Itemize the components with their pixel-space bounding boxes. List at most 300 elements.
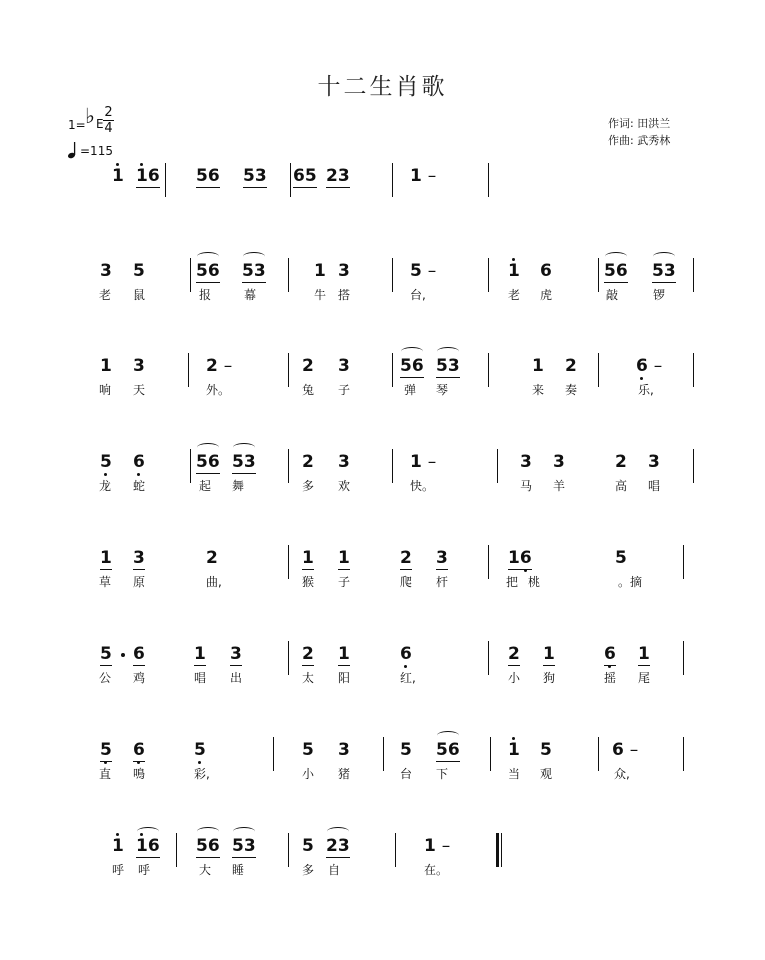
score-token (196, 452, 220, 472)
note-digit: 3 (338, 261, 350, 281)
score-token (436, 548, 448, 568)
note-digit: 5 (196, 166, 208, 186)
barline (392, 163, 393, 197)
note-digit: 3 (243, 452, 256, 472)
note-digit: 6 (540, 261, 552, 281)
score-token (196, 166, 220, 186)
lyric-syllable: 子 (338, 575, 351, 589)
tied-beamed-group (232, 452, 256, 472)
beamed-group (508, 548, 532, 568)
score-token (508, 740, 520, 760)
key-name: E (96, 117, 104, 131)
score-token (326, 836, 350, 856)
beamed-group (194, 644, 206, 664)
note-digit: 3 (447, 356, 460, 376)
note-digit: 2 (206, 548, 218, 568)
note-digit: 2 (302, 356, 314, 376)
score-token (230, 644, 242, 664)
barline (501, 833, 502, 867)
note-digit: 6 (400, 644, 412, 664)
score-token (243, 166, 267, 186)
note-digit: 2 (400, 548, 412, 568)
note-digit: 1 (532, 356, 544, 376)
lyric-syllable: 乐, (638, 383, 654, 397)
lyric-syllable: 琴 (436, 383, 449, 397)
note-digit: 6 (207, 166, 220, 186)
note-digit: 3 (337, 836, 350, 856)
note-digit: 5 (304, 166, 317, 186)
note-digit: 6 (207, 261, 220, 281)
lyric-syllable: 虎 (540, 288, 553, 302)
lyric-syllable: 太 (302, 671, 315, 685)
note-digit: 3 (253, 261, 266, 281)
note-digit: 5 (232, 836, 244, 856)
note-digit: 3 (133, 548, 145, 568)
lyric-syllable: 阳 (338, 671, 351, 685)
lyric-syllable: 当 (508, 767, 521, 781)
tied-beamed-group (242, 261, 266, 281)
score-token (648, 452, 660, 472)
score-token (612, 740, 638, 760)
barline (598, 353, 599, 387)
score-token (194, 644, 206, 664)
score-token (100, 644, 127, 664)
score-token (410, 166, 436, 186)
sustain-dash: – (653, 356, 663, 376)
note-digit: 6 (133, 740, 145, 760)
barline (190, 258, 191, 292)
barline (288, 833, 289, 867)
barline (693, 449, 694, 483)
note-digit: 3 (133, 356, 145, 376)
tied-beamed-group (436, 356, 460, 376)
barline (488, 258, 489, 292)
beamed-group (136, 166, 160, 186)
lyric-syllable: 在。 (424, 863, 449, 877)
beamed-group (543, 644, 555, 664)
lyric-syllable: 弹 (404, 383, 417, 397)
note-digit: 2 (302, 452, 314, 472)
note-digit: 2 (206, 356, 218, 376)
score-token (232, 452, 256, 472)
score-token (636, 356, 662, 376)
note-digit: 5 (100, 740, 112, 760)
note-digit: 3 (436, 548, 448, 568)
lyric-syllable: 幕 (244, 288, 257, 302)
tied-beamed-group (196, 261, 220, 281)
tied-beamed-group (136, 836, 160, 856)
barline (290, 163, 291, 197)
barline (273, 737, 274, 771)
note-digit: 6 (133, 452, 145, 472)
note-digit: 3 (648, 452, 660, 472)
score-token (112, 836, 124, 856)
lyric-syllable: 出 (230, 671, 243, 685)
lyric-syllable: 众, (614, 767, 630, 781)
note-digit: 5 (196, 261, 208, 281)
score-token (196, 261, 220, 281)
note-digit: 1 (314, 261, 326, 281)
barline (490, 737, 491, 771)
flat-sign: ♭ (85, 104, 95, 128)
note-digit: 1 (338, 548, 350, 568)
note-digit: 3 (338, 740, 350, 760)
score-token (326, 166, 350, 186)
lyric-syllable: 。摘 (618, 575, 643, 589)
lyric-syllable: 爬 (400, 575, 413, 589)
score-token (652, 261, 676, 281)
note-digit: 2 (326, 166, 338, 186)
score-token (565, 356, 577, 376)
score-token (615, 452, 627, 472)
barline (683, 737, 684, 771)
beamed-group (400, 548, 412, 568)
lyric-syllable: 唱 (194, 671, 207, 685)
score-token (100, 548, 112, 568)
note-digit: 2 (302, 644, 314, 664)
lyric-syllable: 响 (99, 383, 112, 397)
lyric-syllable: 锣 (653, 288, 666, 302)
note-digit: 3 (553, 452, 565, 472)
lyric-syllable: 观 (540, 767, 553, 781)
note-digit: 6 (411, 356, 424, 376)
barline (598, 258, 599, 292)
score-token (194, 740, 206, 760)
score-token (508, 644, 520, 664)
barline (392, 258, 393, 292)
lyric-syllable: 羊 (553, 479, 566, 493)
note-digit: 5 (232, 452, 244, 472)
lyric-syllable: 鼠 (133, 288, 146, 302)
barline (288, 449, 289, 483)
note-digit: 1 (338, 644, 350, 664)
score-token (136, 836, 160, 856)
tied-beamed-group (232, 836, 256, 856)
barline (392, 353, 393, 387)
note-digit: 1 (100, 356, 112, 376)
tied-beamed-group (326, 836, 350, 856)
note-digit: 3 (338, 356, 350, 376)
score-token (302, 836, 314, 856)
final-barline (496, 833, 499, 867)
note-digit: 6 (133, 644, 145, 664)
beamed-group (133, 548, 145, 568)
lyric-syllable: 搭 (338, 288, 351, 302)
barline (395, 833, 396, 867)
barline (488, 641, 489, 675)
tied-beamed-group (604, 261, 628, 281)
lyric-syllable: 报 (199, 288, 212, 302)
barline (383, 737, 384, 771)
note-digit: 1 (410, 166, 422, 186)
score-token (302, 452, 314, 472)
lyric-syllable: 牛 (314, 288, 327, 302)
lyric-syllable: 老 (508, 288, 521, 302)
tied-beamed-group (196, 836, 220, 856)
note-digit: 6 (636, 356, 648, 376)
note-digit: 1 (508, 261, 520, 281)
lyric-syllable: 唱 (648, 479, 661, 493)
sustain-dash: – (629, 740, 639, 760)
beamed-group (604, 644, 616, 664)
beamed-group (326, 166, 350, 186)
note-digit: 5 (194, 740, 206, 760)
tied-beamed-group (436, 740, 460, 760)
lyric-syllable: 小 (302, 767, 315, 781)
barline (488, 163, 489, 197)
score-token (400, 740, 412, 760)
score-token (520, 452, 532, 472)
score-token (314, 261, 326, 281)
lyric-syllable: 鳴 (133, 767, 146, 781)
beamed-group (243, 166, 267, 186)
lyric-syllable: 摇 (604, 671, 617, 685)
score-token (338, 644, 350, 664)
lyric-syllable: 大 (199, 863, 212, 877)
barline (488, 353, 489, 387)
note-digit: 2 (508, 644, 520, 664)
beamed-group (302, 548, 314, 568)
note-digit: 2 (326, 836, 338, 856)
lyric-syllable: 鸡 (133, 671, 146, 685)
note-digit: 3 (230, 644, 242, 664)
score-token (540, 740, 552, 760)
note-digit: 1 (136, 166, 148, 186)
score-token (302, 644, 314, 664)
note-digit: 3 (254, 166, 267, 186)
note-digit: 6 (147, 166, 160, 186)
note-digit: 5 (436, 740, 448, 760)
score-token (410, 452, 436, 472)
lyric-syllable: 杆 (436, 575, 449, 589)
score-token (302, 740, 314, 760)
barline (288, 641, 289, 675)
lyric-syllable: 龙 (99, 479, 112, 493)
lyric-syllable: 快。 (410, 479, 435, 493)
note-digit: 5 (615, 548, 627, 568)
lyric-syllable: 红, (400, 671, 416, 685)
score-token (436, 740, 460, 760)
beamed-group (196, 166, 220, 186)
score-token (400, 356, 424, 376)
score-token (338, 356, 350, 376)
lyric-syllable: 多 (302, 863, 315, 877)
lyric-syllable: 起 (199, 479, 212, 493)
lyric-syllable: 自 (328, 863, 341, 877)
sustain-dash: – (427, 166, 437, 186)
beamed-group (338, 644, 350, 664)
lyric-syllable: 老 (99, 288, 112, 302)
note-digit: 1 (508, 740, 520, 760)
lyric-syllable: 奏 (565, 383, 578, 397)
note-digit: 1 (410, 452, 422, 472)
score-token (206, 548, 218, 568)
lyric-syllable: 外。 (206, 383, 231, 397)
score-token (133, 644, 145, 664)
score-token (436, 356, 460, 376)
note-digit: 5 (243, 166, 255, 186)
lyric-syllable: 欢 (338, 479, 351, 493)
lyric-syllable: 猴 (302, 575, 315, 589)
score-token (133, 740, 145, 760)
barline (598, 737, 599, 771)
note-digit: 5 (410, 261, 422, 281)
lyric-syllable: 子 (338, 383, 351, 397)
score-token (400, 644, 412, 664)
augmentation-dot (121, 653, 125, 657)
barline (683, 641, 684, 675)
beamed-group (436, 548, 448, 568)
barline (683, 545, 684, 579)
lyric-syllable: 蛇 (133, 479, 146, 493)
score-token (206, 356, 232, 376)
score-token (302, 548, 314, 568)
score-token (112, 166, 124, 186)
lyric-syllable: 台, (410, 288, 426, 302)
note-digit: 3 (100, 261, 112, 281)
lyric-syllable: 台 (400, 767, 413, 781)
lyric-syllable: 天 (133, 383, 146, 397)
note-digit: 3 (243, 836, 256, 856)
note-digit: 5 (400, 356, 412, 376)
note-digit: 6 (615, 261, 628, 281)
score-token (532, 356, 544, 376)
score-token (133, 452, 145, 472)
score-token (604, 261, 628, 281)
lyric-syllable: 敲 (606, 288, 619, 302)
barline (693, 353, 694, 387)
lyric-syllable: 小 (508, 671, 521, 685)
score-token (133, 356, 145, 376)
sustain-dash: – (427, 452, 437, 472)
note-digit: 1 (543, 644, 555, 664)
score-token (338, 452, 350, 472)
note-digit: 5 (133, 261, 145, 281)
note-digit: 6 (519, 548, 532, 568)
lyric-syllable: 曲, (206, 575, 222, 589)
note-digit: 1 (508, 548, 520, 568)
note-digit: 1 (112, 836, 124, 856)
lyric-syllable: 舞 (232, 479, 245, 493)
note-digit: 3 (520, 452, 532, 472)
note-digit: 5 (302, 836, 314, 856)
composer: 作曲: 武秀林 (608, 134, 671, 147)
lyric-syllable: 马 (520, 479, 533, 493)
song-title: 十二生肖歌 (317, 74, 448, 100)
barline (288, 545, 289, 579)
score-token (338, 740, 350, 760)
barline (488, 545, 489, 579)
score-token (543, 644, 555, 664)
lyric-syllable: 桃 (528, 575, 541, 589)
note-digit: 3 (663, 261, 676, 281)
lyric-syllable: 草 (99, 575, 112, 589)
note-digit: 1 (424, 836, 436, 856)
lyric-syllable: 狗 (543, 671, 556, 685)
note-digit: 5 (540, 740, 552, 760)
lyric-syllable: 原 (133, 575, 146, 589)
lyric-syllable: 下 (436, 767, 449, 781)
note-digit: 1 (112, 166, 124, 186)
lyric-syllable: 公 (99, 671, 112, 685)
beamed-group (302, 644, 314, 664)
note-digit: 5 (302, 740, 314, 760)
lyric-syllable: 彩, (194, 767, 210, 781)
note-digit: 1 (100, 548, 112, 568)
tied-beamed-group (196, 452, 220, 472)
barline (392, 449, 393, 483)
lyric-syllable: 多 (302, 479, 315, 493)
score-token (136, 166, 160, 186)
score-token (508, 261, 520, 281)
score-token (553, 452, 565, 472)
barline (190, 449, 191, 483)
note-digit: 5 (196, 836, 208, 856)
score-token (293, 166, 317, 186)
lyric-syllable: 呼 (138, 863, 151, 877)
sustain-dash: – (441, 836, 451, 856)
barline (497, 449, 498, 483)
note-digit: 5 (100, 644, 112, 664)
score-token (338, 261, 350, 281)
score-token (540, 261, 552, 281)
lyric-syllable: 睡 (232, 863, 245, 877)
tied-beamed-group (400, 356, 424, 376)
score-token (424, 836, 450, 856)
note-digit: 5 (436, 356, 448, 376)
note-digit: 6 (207, 836, 220, 856)
key-prefix: 1= (68, 118, 86, 132)
barline (165, 163, 166, 197)
barline (693, 258, 694, 292)
note-digit: 6 (147, 836, 160, 856)
lyric-syllable: 把 (506, 575, 519, 589)
score-token (100, 356, 112, 376)
beamed-group (100, 740, 112, 760)
lyric-syllable: 高 (615, 479, 628, 493)
note-digit: 5 (652, 261, 664, 281)
note-digit: 3 (338, 452, 350, 472)
tempo-value: =115 (80, 144, 113, 158)
score-token (338, 548, 350, 568)
score-token (400, 548, 412, 568)
note-digit: 6 (447, 740, 460, 760)
score-token (100, 740, 112, 760)
lyric-syllable: 尾 (638, 671, 651, 685)
score-token (302, 356, 314, 376)
note-digit: 1 (638, 644, 650, 664)
score-token (615, 548, 627, 568)
note-digit: 6 (207, 452, 220, 472)
note-digit: 5 (196, 452, 208, 472)
lyricist: 作词: 田洪兰 (608, 117, 671, 130)
note-digit: 2 (565, 356, 577, 376)
time-denominator: 4 (104, 121, 113, 136)
lyric-syllable: 呼 (112, 863, 125, 877)
beamed-group (338, 548, 350, 568)
time-numerator: 2 (104, 105, 113, 120)
note-digit: 1 (302, 548, 314, 568)
note-digit: 6 (612, 740, 624, 760)
lyric-syllable: 直 (99, 767, 112, 781)
score-token (508, 548, 532, 568)
note-digit: 2 (615, 452, 627, 472)
barline (188, 353, 189, 387)
beamed-group (133, 740, 145, 760)
score-token (196, 836, 220, 856)
barline (288, 353, 289, 387)
score-token (604, 644, 616, 664)
